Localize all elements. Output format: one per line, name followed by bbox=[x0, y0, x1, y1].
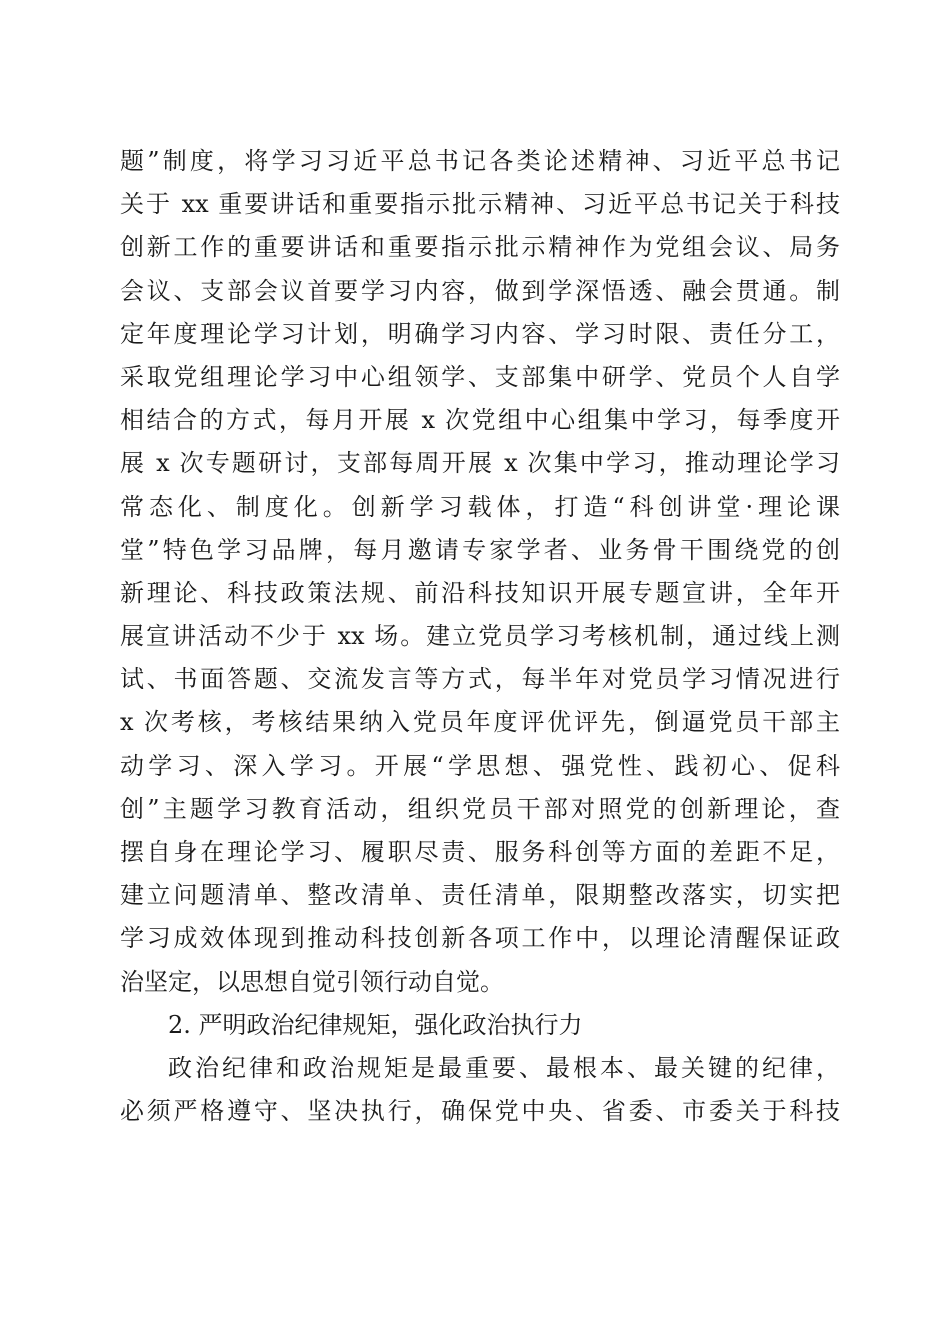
paragraph-line: 动学习、深入学习。开展“学思想、强党性、践初心、促科 bbox=[120, 751, 840, 780]
paragraph-line: 建立问题清单、整改清单、责任清单，限期整改落实，切实把 bbox=[120, 881, 840, 910]
paragraph-line: 试、书面答题、交流发言等方式，每半年对党员学习情况进行 bbox=[120, 665, 840, 694]
paragraph-line: 会议、支部会议首要学习内容，做到学深悟透、融会贯通。制 bbox=[120, 276, 840, 305]
paragraph-line: x 次考核，考核结果纳入党员年度评优评先，倒逼党员干部主 bbox=[120, 708, 840, 737]
paragraph-line: 政治纪律和政治规矩是最重要、最根本、最关键的纪律， bbox=[168, 1053, 840, 1082]
paragraph-line: 堂”特色学习品牌，每月邀请专家学者、业务骨干围绕党的创 bbox=[120, 535, 840, 564]
paragraph-line: 学习成效体现到推动科技创新各项工作中，以理论清醒保证政 bbox=[120, 924, 840, 953]
paragraph-line: 展宣讲活动不少于 xx 场。建立党员学习考核机制，通过线上测 bbox=[120, 622, 840, 651]
paragraph-line: 采取党组理论学习中心组领学、支部集中研学、党员个人自学 bbox=[120, 362, 840, 391]
paragraph-line: 治坚定，以思想自觉引领行动自觉。 bbox=[120, 967, 504, 996]
paragraph-line: 必须严格遵守、坚决执行，确保党中央、省委、市委关于科技 bbox=[120, 1097, 840, 1126]
paragraph-line: 新理论、科技政策法规、前沿科技知识开展专题宣讲，全年开 bbox=[120, 578, 840, 607]
document-body bbox=[120, 140, 840, 1133]
paragraph-line: 创新工作的重要讲话和重要指示批示精神作为党组会议、局务 bbox=[120, 233, 840, 262]
paragraph-line: 展 x 次专题研讨，支部每周开展 x 次集中学习，推动理论学习 bbox=[120, 449, 840, 478]
paragraph-line: 定年度理论学习计划，明确学习内容、学习时限、责任分工， bbox=[120, 319, 840, 348]
section-heading: 2. 严明政治纪律规矩，强化政治执行力 bbox=[168, 1010, 583, 1039]
paragraph-line: 常态化、制度化。创新学习载体，打造“科创讲堂·理论课 bbox=[120, 492, 840, 521]
paragraph-line: 创”主题学习教育活动，组织党员干部对照党的创新理论，查 bbox=[120, 794, 840, 823]
paragraph-line: 题”制度，将学习习近平总书记各类论述精神、习近平总书记 bbox=[120, 147, 840, 175]
paragraph-line: 摆自身在理论学习、履职尽责、服务科创等方面的差距不足， bbox=[120, 838, 840, 866]
paragraph-line: 关于 xx 重要讲话和重要指示批示精神、习近平总书记关于科技 bbox=[120, 190, 840, 219]
paragraph-line: 相结合的方式，每月开展 x 次党组中心组集中学习，每季度开 bbox=[120, 406, 840, 435]
